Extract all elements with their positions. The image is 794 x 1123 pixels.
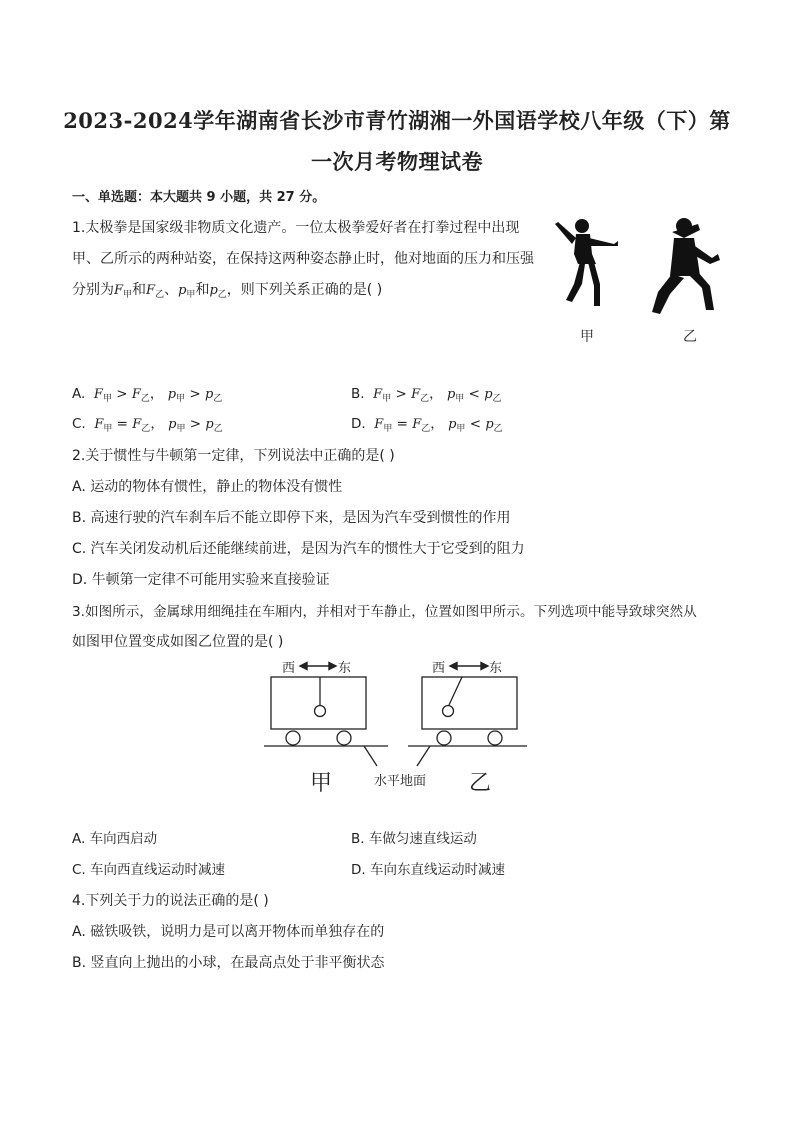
- q3-option-d: D. 车向东直线运动时减速: [351, 862, 505, 878]
- cart-label-east-jia: 东: [338, 661, 352, 676]
- cart-label-west-jia: 西: [282, 661, 296, 676]
- q4-option-a: A. 磁铁吸铁，说明力是可以离开物体而单独存在的: [72, 924, 385, 940]
- cart-label-yi: 乙: [469, 771, 492, 796]
- cart-label-west-yi: 西: [432, 661, 446, 676]
- taichi-figure: [552, 214, 727, 326]
- q4-stem: 4.下列关于力的说法正确的是( ): [72, 893, 269, 909]
- q2-option-c: C. 汽车关闭发动机后还能继续前进，是因为汽车的惯性大于它受到的阻力: [72, 541, 525, 557]
- taichi-silhouette-yi: [652, 218, 720, 314]
- q1-option-b: B. $F_甲 > F_乙$， $p_甲 < p_乙$: [351, 386, 502, 404]
- cart-label-jia: 甲: [310, 771, 333, 796]
- q3-line-2: 如图甲位置变成如图乙位置的是( ): [72, 634, 284, 650]
- q3-option-a: A. 车向西启动: [72, 831, 158, 847]
- section-heading: 一、单选题：本大题共 9 小题，共 27 分。: [72, 190, 326, 205]
- q4-option-b: B. 竖直向上抛出的小球，在最高点处于非平衡状态: [72, 955, 385, 971]
- q1-line-2: 甲、乙所示的两种站姿，在保持这两种姿态静止时，他对地面的压力和压强: [72, 251, 534, 267]
- q1-line-3: 分别为$F_甲$和$F_乙$、$p_甲$和$p_乙$，则下列关系正确的是( ): [72, 282, 383, 300]
- direction-arrow-jia: [300, 663, 336, 670]
- q2-option-d: D. 牛顿第一定律不可能用实验来直接验证: [72, 572, 330, 588]
- q1-option-d: D. $F_甲 = F_乙$， $p_甲 < p_乙$: [351, 416, 503, 434]
- cart-label-east-yi: 东: [489, 661, 503, 676]
- title-line-2: 一次月考物理试卷: [311, 149, 483, 174]
- taichi-silhouette-jia: [555, 219, 618, 306]
- q3-line-1: 3.如图所示，金属球用细绳挂在车厢内，并相对于车静止，位置如图甲所示。下列选项中能导致球突然从: [72, 604, 697, 620]
- cart-jia: [271, 677, 366, 745]
- q1-option-a: A. $F_甲 > F_乙$， $p_甲 > p_乙$: [72, 386, 223, 404]
- ground-line: [264, 746, 527, 766]
- q2-stem: 2.关于惯性与牛顿第一定律，下列说法中正确的是( ): [72, 448, 395, 464]
- q2-option-b: B. 高速行驶的汽车刹车后不能立即停下来，是因为汽车受到惯性的作用: [72, 510, 511, 526]
- q3-option-c: C. 车向西直线运动时减速: [72, 862, 226, 878]
- taichi-label-jia: 甲: [580, 329, 594, 345]
- direction-arrow-yi: [450, 663, 488, 670]
- q1-option-c: C. $F_甲 = F_乙$， $p_甲 > p_乙$: [72, 416, 223, 434]
- ground-label: 水平地面: [374, 774, 427, 789]
- taichi-label-yi: 乙: [683, 329, 697, 345]
- q2-option-a: A. 运动的物体有惯性，静止的物体没有惯性: [72, 479, 343, 495]
- title-line-1: 2023-2024学年湖南省长沙市青竹湖湘一外国语学校八年级（下）第: [63, 108, 731, 133]
- q1-line-1: 1.太极拳是国家级非物质文化遗产。一位太极拳爱好者在打拳过程中出现: [72, 220, 520, 236]
- q3-option-b: B. 车做匀速直线运动: [351, 831, 477, 847]
- cart-yi: [422, 677, 517, 745]
